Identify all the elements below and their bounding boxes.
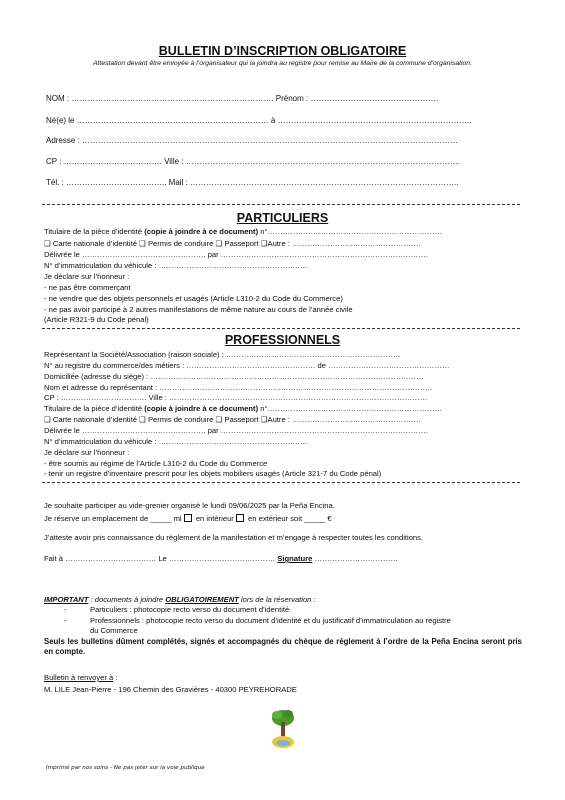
professionnels-heading: PROFESSIONNELS — [224, 333, 341, 347]
participation-line: Je souhaite participer au vide-grenier organisé le lundi 09/06/2025 par la Peña Encina. — [44, 501, 335, 510]
part-decl-2: - ne vendre que des objets personnels et usagés (Article L310-2 du Code du Commerce) — [44, 294, 343, 303]
tel-mail-field[interactable]: Tél. : ……………………………….. Mail : ……………………………………………………………………………………….. — [46, 178, 459, 187]
footer-note: Imprimé par nos soins - Ne pas jeter sur la voie publique — [46, 765, 205, 771]
pro-company-line[interactable]: Représentant la Société/Association (raison sociale) : …………………………………………………………… — [44, 350, 401, 359]
reservation-line[interactable]: Je réserve un emplacement de _____ ml en intérieur en extérieur soit _____ € — [44, 514, 332, 523]
cp-ville-field[interactable]: CP : ………………………………. Ville : …………………………………………………………………………………………. — [46, 157, 460, 166]
part-decl-1: - ne pas être commerçant — [44, 283, 131, 292]
completion-note: Seuls les bulletins dûment complétés, signés et accompagnés du chèque de règlement à l’ordre de la Peña Encina seront pris en compte. — [44, 637, 522, 656]
bullet-particuliers: Particuliers : photocopie recto verso du document d’identité — [90, 605, 290, 614]
pro-seat-line[interactable]: Domiciliée (adresse du siège) : ……………………………………………………………………………………………… — [44, 372, 424, 381]
bullet-professionnels-cont: du Commerce — [90, 626, 138, 635]
pro-registry-line[interactable]: N° au registre du commerce/des métiers : …………………………………………… de ………………………………………… — [44, 361, 450, 370]
form-subtitle: Attestation devant être envoyée à l’organisateur qui la joindra au registre pour remise au Maire de la commune d’organisation. — [93, 60, 472, 67]
part-decl-3: - ne pas avoir participé à 2 autres manifestations de même nature au cours de l’année civile — [44, 305, 353, 314]
separator — [42, 204, 520, 205]
send-to-address: M. LILE Jean-Pierre - 196 Chemin des Gravières - 40300 PEYREHORADE — [44, 685, 297, 694]
pro-decl-2: - tenir un registre d’inventaire prescrit pour les objets mobiliers usagés (Article 321-7 du Code pénal) — [44, 469, 382, 478]
part-vehicle-line[interactable]: N° d’immatriculation du véhicule : ………………………………………………….. — [44, 261, 307, 270]
separator — [42, 328, 520, 329]
pro-cp-ville-line[interactable]: CP : ……………………………. Ville : ………………………………………………………………………………………… — [44, 393, 428, 402]
bullet-dash: - — [64, 605, 67, 614]
pro-vehicle-line[interactable]: N° d’immatriculation du véhicule : ………………………………………………….. — [44, 437, 307, 446]
particuliers-heading: PARTICULIERS — [236, 211, 329, 225]
part-id-line[interactable]: Titulaire de la pièce d’identité (copie à joindre à ce document) n°…………………………………………………………… — [44, 227, 443, 236]
important-line: IMPORTANT : documents à joindre OBLIGATOIREMENT lors de la réservation : — [44, 595, 316, 604]
bullet-professionnels: Professionnels : photocopie recto verso du document d’identité et du justificatif d’immatriculation au registre — [90, 616, 451, 625]
pro-decl-1: - être soumis au régime de l’Article L310-2 du Code du Commerce — [44, 459, 268, 468]
attestation-line: J’atteste avoir pris connaissance du règlement de la manifestation et m’engage à respecter toutes les conditions. — [44, 533, 424, 542]
outdoor-checkbox[interactable] — [236, 514, 244, 522]
indoor-checkbox[interactable] — [184, 514, 192, 522]
pro-id-line[interactable]: Titulaire de la pièce d’identité (copie à joindre à ce document) n°…………………………………………………………… — [44, 404, 443, 413]
fait-signature-line[interactable]: Fait à ……………………………… Le …………………………………… Signature …………………………… — [44, 554, 399, 563]
signature-label: Signature — [277, 554, 313, 563]
pena-encina-logo — [268, 706, 298, 752]
birth-field[interactable]: Né(e) le ……………………………………………………………… à ………………………………………………………………. — [46, 116, 472, 125]
pro-id-type-line[interactable]: ❑ Carte nationale d’identité ❑ Permis de conduire ❑ Passeport ❑Autre : …………………………………………… — [44, 415, 422, 424]
pro-declare-line: Je déclare sur l’honneur : — [44, 448, 130, 457]
send-to-label: Bulletin à renvoyer à : — [44, 673, 118, 682]
address-field[interactable]: Adresse : …………………………………………………………………………………………………………………………… — [46, 136, 459, 145]
pro-representative-line[interactable]: Nom et adresse du représentant : ……………………………………………………………………………………………… — [44, 383, 433, 392]
pro-delivree-line[interactable]: Délivrée le …………………………………………. par ………………………………………………………………………. — [44, 426, 428, 435]
form-title: BULLETIN D’INSCRIPTION OBLIGATOIRE — [158, 44, 407, 58]
part-delivree-line[interactable]: Délivrée le …………………………………………. par ………………………………………………………………………. — [44, 250, 428, 259]
part-id-type-line[interactable]: ❑ Carte nationale d’identité ❑ Permis de conduire ❑ Passeport ❑Autre : …………………………………………… — [44, 239, 422, 248]
part-decl-4: (Article R321-9 du Code pénal) — [44, 315, 149, 324]
bullet-dash: - — [64, 616, 67, 625]
separator — [42, 482, 520, 483]
nom-prenom-field[interactable]: NOM : …………………………………………………………………. Prénom : ………………………………………… — [46, 94, 439, 103]
part-declare-line: Je déclare sur l’honneur : — [44, 272, 130, 281]
